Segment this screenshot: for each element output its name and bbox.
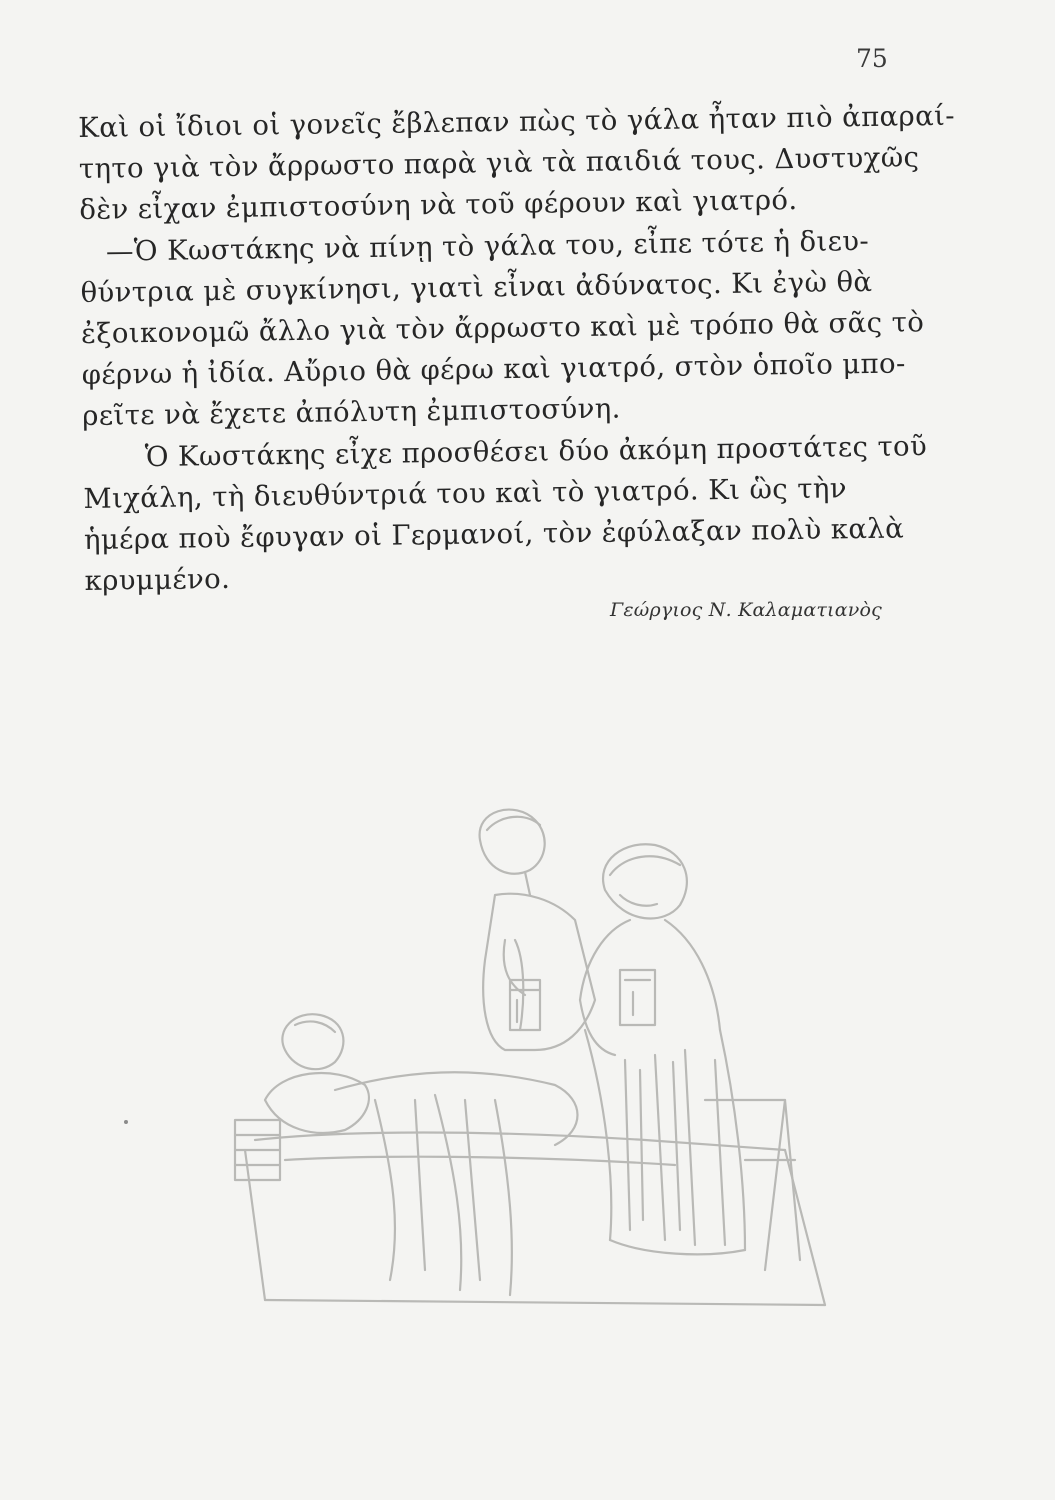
text-line: θύντρια μὲ συγκίνησι, γιατὶ εἶναι ἀδύνατος. Κι ἐγὼ θὰ (80, 265, 873, 309)
text-line: φέρνω ἡ ἰδία. Αὔριο θὰ φέρω καὶ γιατρό, στὸν ὁποῖο μπο- (81, 347, 906, 392)
text-line: Καὶ οἱ ἴδιοι οἱ γονεῖς ἔβλεπαν πὼς τὸ γάλα ἦταν πιὸ ἀπαραί- (78, 99, 956, 144)
text-line: Ὁ Κωστάκης εἶχε προσθέσει δύο ἀκόμη προστάτες τοῦ (144, 429, 928, 473)
story-text (78, 96, 956, 602)
sketch-of-boy-and-woman-tending-sick-man-icon (225, 800, 925, 1320)
text-line: δὲν εἶχαν ἐμπιστοσύνη νὰ τοῦ φέρουν καὶ γιατρό. (79, 184, 798, 227)
text-line: ἡμέρα ποὺ ἔφυγαν οἱ Γερμανοί, τὸν ἐφύλαξαν πολὺ καλὰ (83, 512, 905, 556)
text-line: Μιχάλη, τὴ διευθύντριά του καὶ τὸ γιατρό. Κι ὣς τὴν (83, 471, 848, 515)
author-signature: Γεώργιος Ν. Καλαματιανὸς (610, 599, 882, 621)
text-line: κρυμμένο. (84, 562, 231, 598)
text-line: τητο γιὰ τὸν ἄρρωστο παρὰ γιὰ τὰ παιδιά τους. Δυστυχῶς (78, 141, 920, 186)
paper-speck (124, 1120, 128, 1124)
page-number: 75 (856, 44, 888, 73)
text-line: ρεῖτε νὰ ἔχετε ἀπόλυτη ἐμπιστοσύνη. (82, 392, 622, 433)
text-line: ἐξοικονομῶ ἄλλο γιὰ τὸν ἄρρωστο καὶ μὲ τρόπο θὰ σᾶς τὸ (80, 306, 925, 350)
text-line: —Ὁ Κωστάκης νὰ πίνῃ τὸ γάλα του, εἶπε τότε ἡ διευ- (105, 224, 870, 268)
